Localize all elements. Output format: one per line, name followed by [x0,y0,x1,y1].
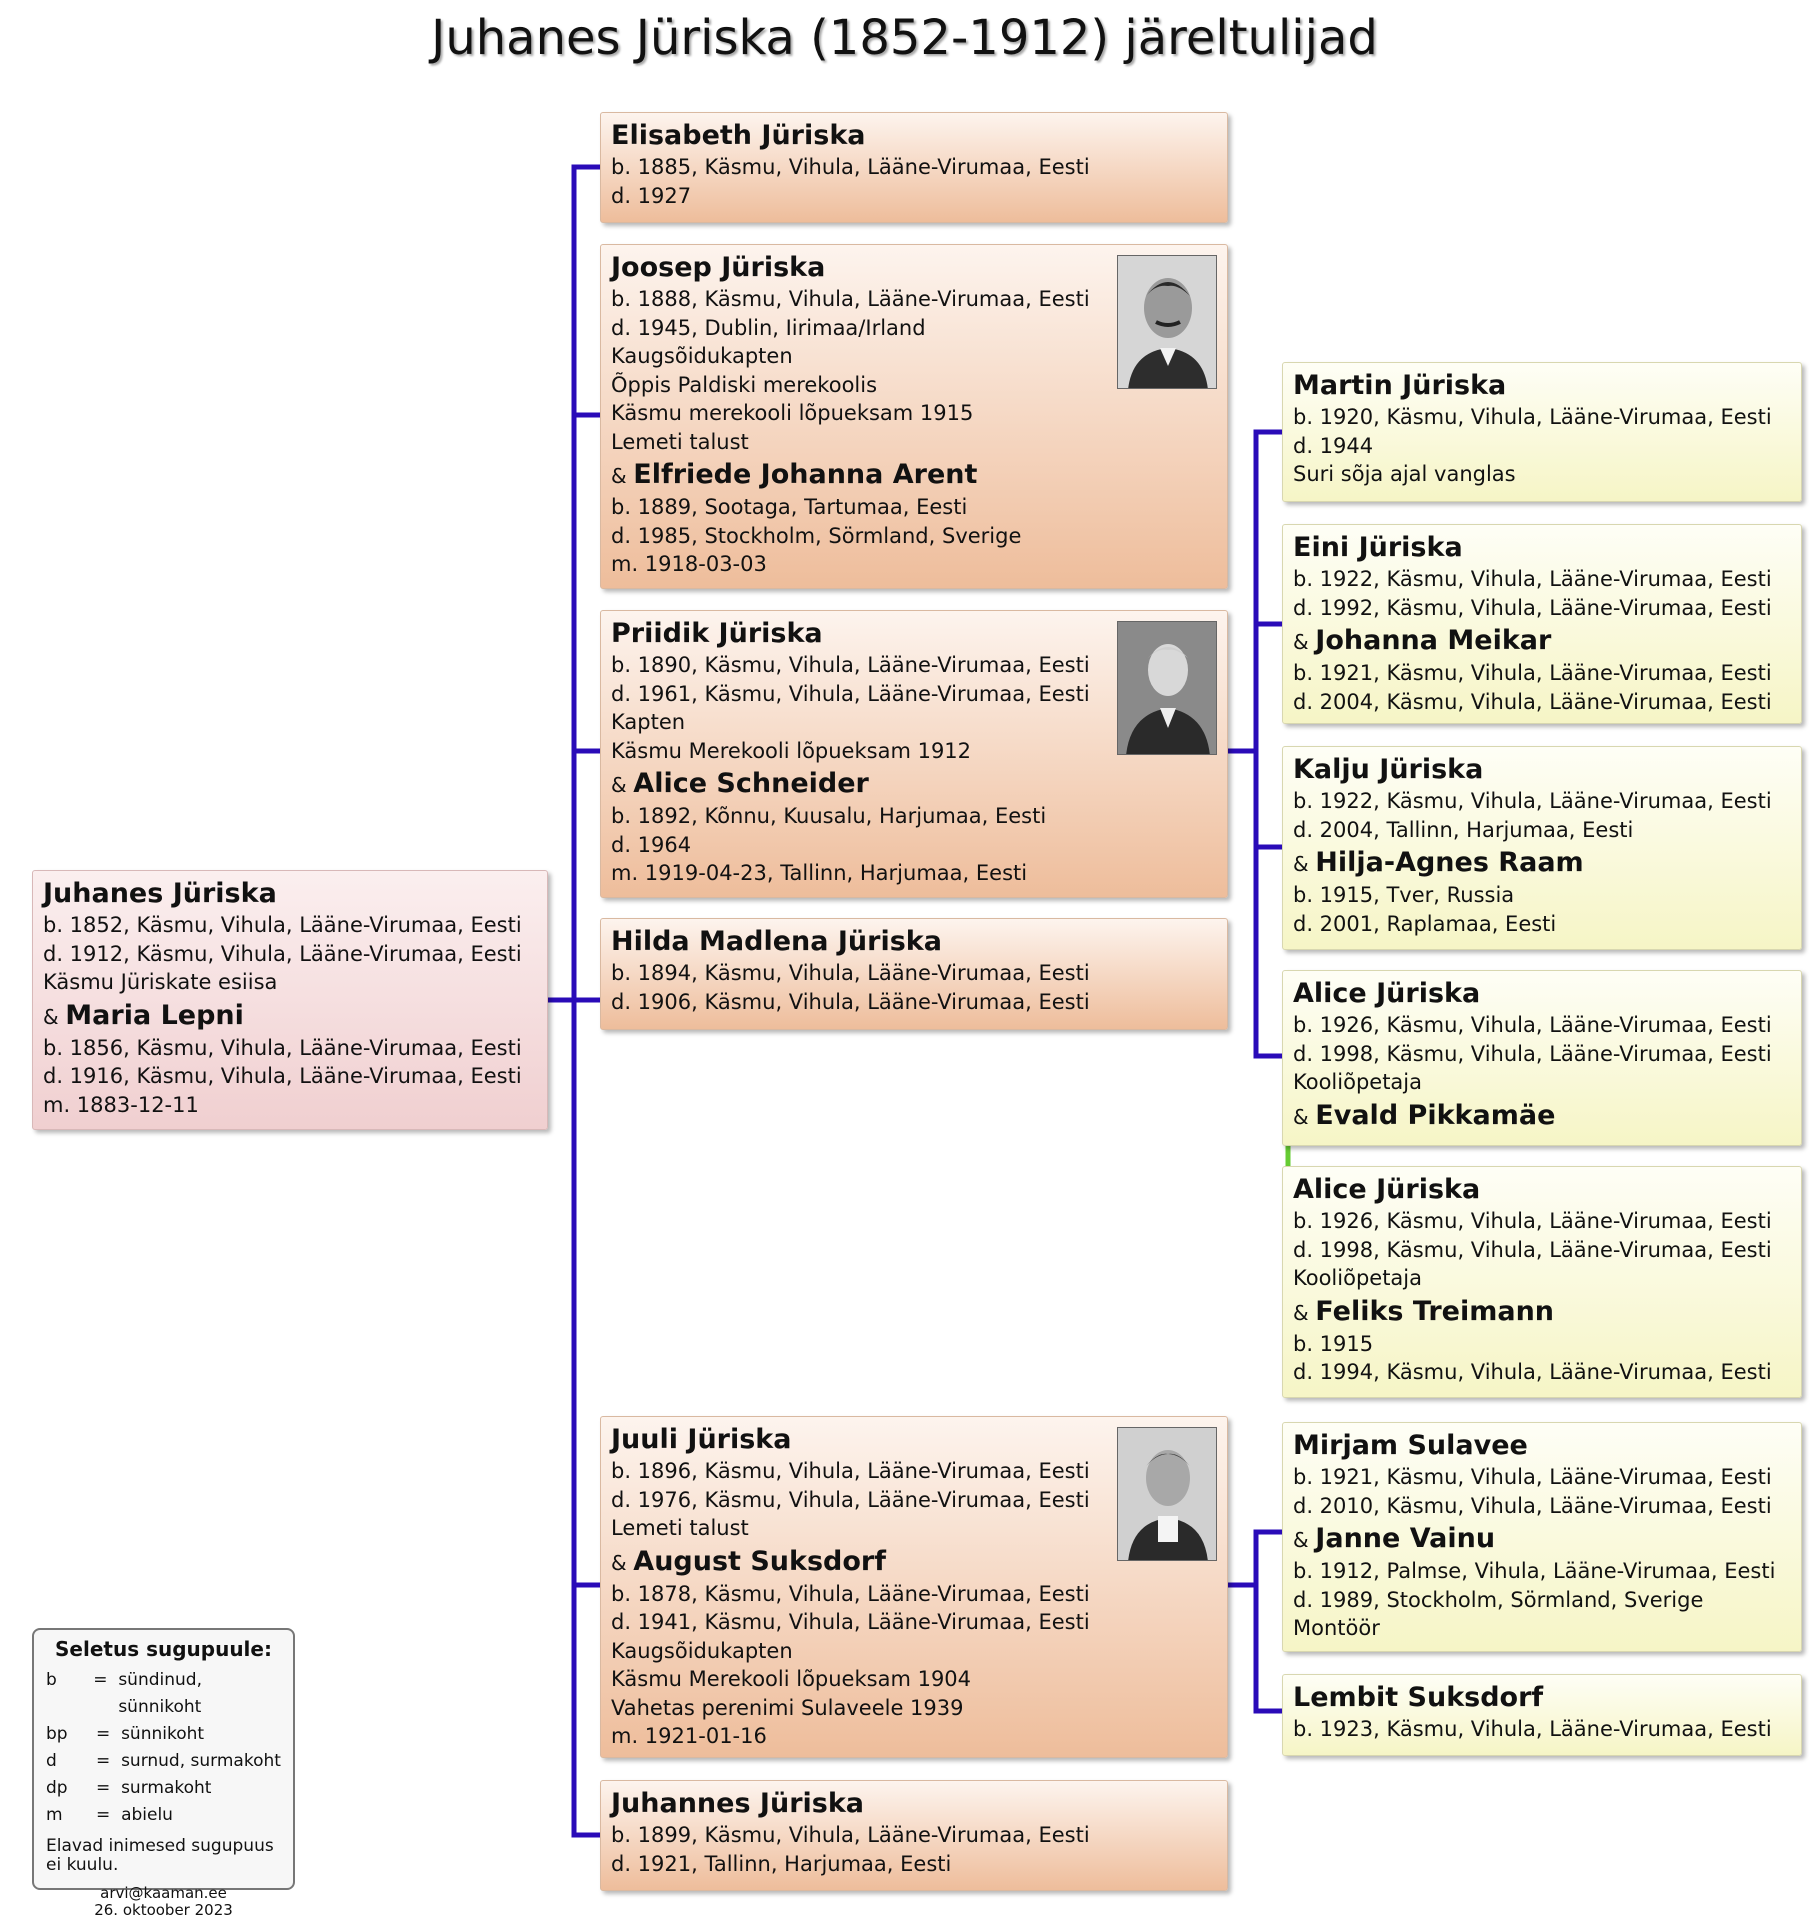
person-detail: b. 1885, Käsmu, Vihula, Lääne-Virumaa, Eesti [611,155,1090,179]
person-name: Lembit Suksdorf [1293,1682,1544,1713]
person-detail: Kooliõpetaja [1293,1070,1422,1094]
person-name: Juuli Jüriska [611,1424,792,1455]
legend-key: bp [46,1724,68,1744]
person-name: Mirjam Sulavee [1293,1430,1528,1461]
spouse-line [611,767,1217,802]
person-box-lembit[interactable] [1282,1674,1802,1756]
person-detail: b. 1915, Tver, Russia [1293,883,1515,907]
person-detail: b. 1852, Käsmu, Vihula, Lääne-Virumaa, Eesti [43,913,522,937]
person-detail: Suri sõja ajal vanglas [1293,462,1516,486]
person-detail: Kaugsõidukapten [611,1638,793,1663]
portrait-photo [1117,1427,1217,1561]
person-detail: b. 1926, Käsmu, Vihula, Lääne-Virumaa, Eesti [1293,1013,1772,1037]
person-detail: Lemeti talust [611,1516,749,1540]
person-detail: m. 1921-01-16 [611,1724,767,1748]
spouse-line [1293,624,1791,659]
spouse-name: Johanna Meikar [1315,625,1552,656]
person-box-alice-1[interactable] [1282,970,1802,1146]
person-detail: b. 1892, Kõnnu, Kuusalu, Harjumaa, Eesti [611,804,1047,828]
person-name: Juhannes Jüriska [611,1788,865,1819]
person-detail: Lemeti talust [611,429,749,454]
person-detail: d. 1927 [611,183,692,208]
person-detail: m. 1883-12-11 [43,1092,199,1117]
legend-eq: = [96,1724,111,1744]
legend-row [46,1748,281,1775]
ampersand: & [611,773,627,797]
person-box-martin[interactable] [1282,362,1802,502]
ampersand: & [611,1550,627,1575]
legend-date: 26. oktoober 2023 [94,1901,233,1919]
spouse-line [1293,1295,1791,1330]
person-detail: d. 1941, Käsmu, Vihula, Lääne-Virumaa, Eesti [611,1610,1090,1634]
person-box-priidik[interactable] [600,610,1228,898]
person-detail: d. 1976, Käsmu, Vihula, Lääne-Virumaa, Eesti [611,1487,1090,1512]
person-detail: Käsmu Jüriskate esiisa [43,970,278,994]
person-detail: b. 1920, Käsmu, Vihula, Lääne-Virumaa, Eesti [1293,405,1772,429]
legend-value: sündinud, sünnikoht [118,1670,202,1717]
person-detail: d. 2004, Käsmu, Vihula, Lääne-Virumaa, Eesti [1293,689,1772,714]
person-box-joosep[interactable] [600,244,1228,589]
legend-value: surnud, surmakoht [121,1751,281,1771]
person-detail: Käsmu Merekooli lõpueksam 1912 [611,738,972,763]
portrait-photo [1117,621,1217,755]
person-box-hilda[interactable] [600,918,1228,1030]
person-detail: b. 1922, Käsmu, Vihula, Lääne-Virumaa, Eesti [1293,789,1772,813]
legend-value: sünnikoht [121,1724,205,1744]
person-detail: b. 1856, Käsmu, Vihula, Lääne-Virumaa, Eesti [43,1035,522,1060]
person-detail: b. 1889, Sootaga, Tartumaa, Eesti [611,495,968,519]
person-box-juuli[interactable] [600,1416,1228,1758]
person-name: Martin Jüriska [1293,370,1507,401]
legend-box [32,1628,295,1919]
person-detail: Vahetas perenimi Sulaveele 1939 [611,1695,964,1720]
person-name: Elisabeth Jüriska [611,120,866,151]
person-detail: b. 1915 [1293,1331,1374,1356]
person-detail: d. 1921, Tallinn, Harjumaa, Eesti [611,1851,952,1876]
legend-heading: Seletus sugupuule: [55,1637,272,1661]
person-detail: Käsmu merekooli lõpueksam 1915 [611,401,974,425]
ampersand: & [1293,1300,1309,1325]
person-detail: d. 1944 [1293,433,1374,458]
legend-value: abielu [121,1805,173,1825]
person-detail: m. 1918-03-03 [611,552,767,576]
legend-footer [46,1885,281,1919]
person-name: Priidik Jüriska [611,618,823,649]
person-detail: d. 2001, Raplamaa, Eesti [1293,911,1557,936]
person-box-juhannes[interactable] [600,1780,1228,1891]
legend-key: b [46,1670,57,1690]
person-detail: d. 1992, Käsmu, Vihula, Lääne-Virumaa, Eesti [1293,595,1772,620]
legend-row [46,1775,281,1802]
spouse-name: Evald Pikkamäe [1315,1099,1556,1131]
person-detail: d. 1985, Stockholm, Sörmland, Sverige [611,523,1022,548]
person-detail: Käsmu Merekooli lõpueksam 1904 [611,1667,972,1691]
person-name: Joosep Jüriska [611,252,826,283]
person-detail: d. 1912, Käsmu, Vihula, Lääne-Virumaa, Eesti [43,941,522,966]
person-detail: b. 1888, Käsmu, Vihula, Lääne-Virumaa, Eesti [611,287,1090,311]
legend-key: m [46,1805,63,1825]
ampersand: & [43,1004,59,1029]
person-detail: d. 1961, Käsmu, Vihula, Lääne-Virumaa, Eesti [611,681,1090,706]
person-detail: d. 2010, Käsmu, Vihula, Lääne-Virumaa, Eesti [1293,1493,1772,1518]
person-detail: Montöör [1293,1616,1380,1640]
person-box-alice-2[interactable] [1282,1166,1802,1398]
portrait-photo [1117,255,1217,389]
spouse-name: Hilja-Agnes Raam [1315,847,1584,878]
person-detail: Kooliõpetaja [1293,1266,1422,1290]
legend-row [46,1721,281,1748]
person-name: Alice Jüriska [1293,1174,1481,1205]
person-name: Alice Jüriska [1293,978,1481,1009]
spouse-line [1293,1522,1791,1557]
legend-eq: = [96,1778,111,1798]
person-detail: d. 1945, Dublin, Iirimaa/Irland [611,315,926,340]
chart-title: Juhanes Jüriska (1852-1912) järeltulijad [431,10,1378,66]
legend-eq: = [96,1751,111,1771]
person-detail: b. 1923, Käsmu, Vihula, Lääne-Virumaa, Eesti [1293,1717,1772,1741]
legend-row [46,1667,281,1721]
legend-key: d [46,1751,57,1771]
spouse-line [1293,1099,1791,1134]
person-detail: b. 1912, Palmse, Vihula, Lääne-Virumaa, Eesti [1293,1559,1776,1583]
ampersand: & [611,464,627,488]
spouse-name: Elfriede Johanna Arent [633,459,978,490]
person-detail: b. 1890, Käsmu, Vihula, Lääne-Virumaa, Eesti [611,653,1090,677]
person-detail: d. 1998, Käsmu, Vihula, Lääne-Virumaa, Eesti [1293,1237,1772,1262]
person-detail: Õppis Paldiski merekoolis [611,372,878,397]
person-box-kalju[interactable] [1282,746,1802,950]
legend-row [46,1802,281,1829]
person-box-juhanes[interactable] [32,870,548,1130]
legend-eq: = [93,1670,108,1690]
ampersand: & [1293,1528,1309,1552]
legend-email: arvi@kaaman.ee [100,1884,227,1902]
ampersand: & [1293,1104,1309,1129]
person-detail: m. 1919-04-23, Tallinn, Harjumaa, Eesti [611,861,1028,885]
legend-key: dp [46,1778,68,1798]
person-detail: b. 1894, Käsmu, Vihula, Lääne-Virumaa, Eesti [611,961,1090,985]
spouse-name: Feliks Treimann [1315,1295,1555,1327]
person-detail: Kapten [611,710,686,734]
spouse-line [611,458,1217,493]
person-box-elisabeth[interactable] [600,112,1228,223]
person-name: Kalju Jüriska [1293,754,1484,785]
person-detail: b. 1922, Käsmu, Vihula, Lääne-Virumaa, Eesti [1293,567,1772,591]
person-detail: b. 1926, Käsmu, Vihula, Lääne-Virumaa, Eesti [1293,1209,1772,1233]
person-detail: d. 1998, Käsmu, Vihula, Lääne-Virumaa, Eesti [1293,1041,1772,1066]
legend-note: Elavad inimesed sugupuus ei kuulu. [46,1836,274,1875]
spouse-line [43,999,537,1034]
person-detail: d. 2004, Tallinn, Harjumaa, Eesti [1293,817,1634,842]
person-name: Eini Jüriska [1293,532,1463,563]
person-detail: Kaugsõidukapten [611,344,793,368]
person-detail: d. 1994, Käsmu, Vihula, Lääne-Virumaa, Eesti [1293,1360,1772,1384]
person-detail: d. 1906, Käsmu, Vihula, Lääne-Virumaa, Eesti [611,989,1090,1014]
legend-eq: = [96,1805,111,1825]
person-detail: d. 1916, Käsmu, Vihula, Lääne-Virumaa, Eesti [43,1064,522,1088]
person-box-eini[interactable] [1282,524,1802,724]
legend-value: surmakoht [121,1778,212,1798]
spouse-line [1293,846,1791,881]
person-detail: b. 1896, Käsmu, Vihula, Lääne-Virumaa, Eesti [611,1459,1090,1483]
spouse-name: Janne Vainu [1315,1523,1496,1554]
spouse-name: August Suksdorf [633,1545,886,1577]
person-name: Hilda Madlena Jüriska [611,926,942,957]
person-name: Juhanes Jüriska [43,878,277,909]
person-box-mirjam[interactable] [1282,1422,1802,1652]
person-detail: d. 1964 [611,832,692,857]
person-detail: d. 1989, Stockholm, Sörmland, Sverige [1293,1587,1704,1612]
spouse-name: Maria Lepni [65,999,244,1031]
person-detail: b. 1921, Käsmu, Vihula, Lääne-Virumaa, Eesti [1293,661,1772,685]
ampersand: & [1293,852,1309,876]
person-detail: b. 1899, Käsmu, Vihula, Lääne-Virumaa, Eesti [611,1823,1090,1847]
person-detail: b. 1921, Käsmu, Vihula, Lääne-Virumaa, Eesti [1293,1465,1772,1489]
ampersand: & [1293,630,1309,654]
spouse-name: Alice Schneider [633,768,869,799]
person-detail: b. 1878, Käsmu, Vihula, Lääne-Virumaa, Eesti [611,1581,1090,1606]
